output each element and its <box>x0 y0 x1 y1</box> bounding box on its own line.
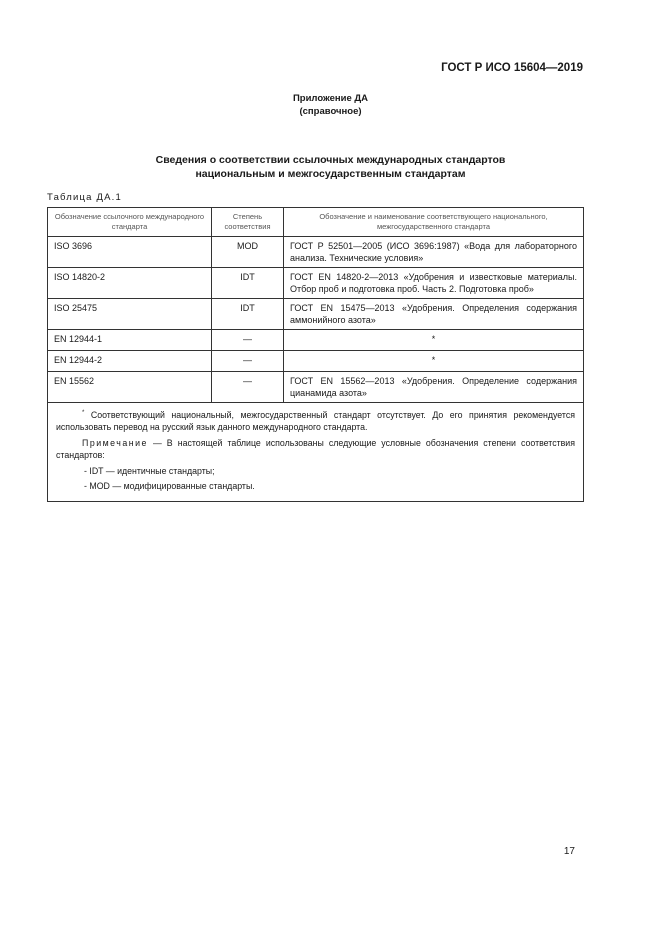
footnote <box>56 409 575 433</box>
cell-ref: ISO 25475 <box>48 299 212 330</box>
section-title-line1: Сведения о соответствии ссылочных международных стандартов <box>155 154 506 166</box>
cell-national: ГОСТ EN 15562—2013 «Удобрения. Определение содержания цианамида азота» <box>284 372 584 403</box>
cell-degree: IDT <box>212 268 284 299</box>
note-text: — В настоящей таблице использованы следующие условные обозначения степени соответствия стандартов: <box>56 438 575 460</box>
note <box>56 437 575 461</box>
page-number: 17 <box>563 846 575 857</box>
table-row <box>48 237 584 268</box>
cell-national: * <box>284 351 584 372</box>
cell-national: ГОСТ EN 15475—2013 «Удобрения. Определения содержания аммонийного азота» <box>284 299 584 330</box>
table-header-row <box>48 208 584 237</box>
cell-ref: ISO 14820-2 <box>48 268 212 299</box>
cell-degree: — <box>212 330 284 351</box>
footnote-text: Соответствующий национальный, межгосударственный стандарт отсутствует. До его принятия рекомендуется использовать перевод на русский язык данного международного стандарта. <box>56 410 575 432</box>
header-national-standard: Обозначение и наименование соответствующего национального, межгосударственного стандарта <box>284 208 584 237</box>
cell-degree: — <box>212 351 284 372</box>
annex-title: Приложение ДА <box>292 93 369 104</box>
cell-ref: ISO 3696 <box>48 237 212 268</box>
section-title <box>0 153 661 181</box>
table-footer-row <box>48 403 584 502</box>
footnote-mark: * <box>82 410 85 417</box>
table-row <box>48 330 584 351</box>
header-ref-standard: Обозначение ссылочного международного стандарта <box>48 208 212 237</box>
table-row <box>48 372 584 403</box>
table-label: Таблица ДА.1 <box>47 192 122 203</box>
document-code: ГОСТ Р ИСО 15604—2019 <box>441 62 583 74</box>
header-degree: Степень соответствия <box>212 208 284 237</box>
table-row <box>48 299 584 330</box>
cell-degree: — <box>212 372 284 403</box>
cell-degree: MOD <box>212 237 284 268</box>
cell-national: ГОСТ EN 14820-2—2013 «Удобрения и известковые материалы. Отбор проб и подготовка проб. Часть 2. Подготовка проб» <box>284 268 584 299</box>
table-row <box>48 268 584 299</box>
annex-heading <box>0 92 661 118</box>
note-item: - IDT — идентичные стандарты; <box>84 466 215 476</box>
note-item: - MOD — модифицированные стандарты. <box>84 481 255 491</box>
cell-ref: EN 12944-1 <box>48 330 212 351</box>
cell-ref: EN 15562 <box>48 372 212 403</box>
cell-national: * <box>284 330 584 351</box>
annex-subtitle: (справочное) <box>299 106 362 117</box>
cell-ref: EN 12944-2 <box>48 351 212 372</box>
table-row <box>48 351 584 372</box>
cell-national: ГОСТ Р 52501—2005 (ИСО 3696:1987) «Вода для лабораторного анализа. Технические условия» <box>284 237 584 268</box>
note-label: Примечание <box>82 438 148 448</box>
correspondence-table <box>47 207 584 502</box>
section-title-line2: национальным и межгосударственным стандартам <box>195 168 466 180</box>
cell-degree: IDT <box>212 299 284 330</box>
table-footer <box>48 403 584 502</box>
